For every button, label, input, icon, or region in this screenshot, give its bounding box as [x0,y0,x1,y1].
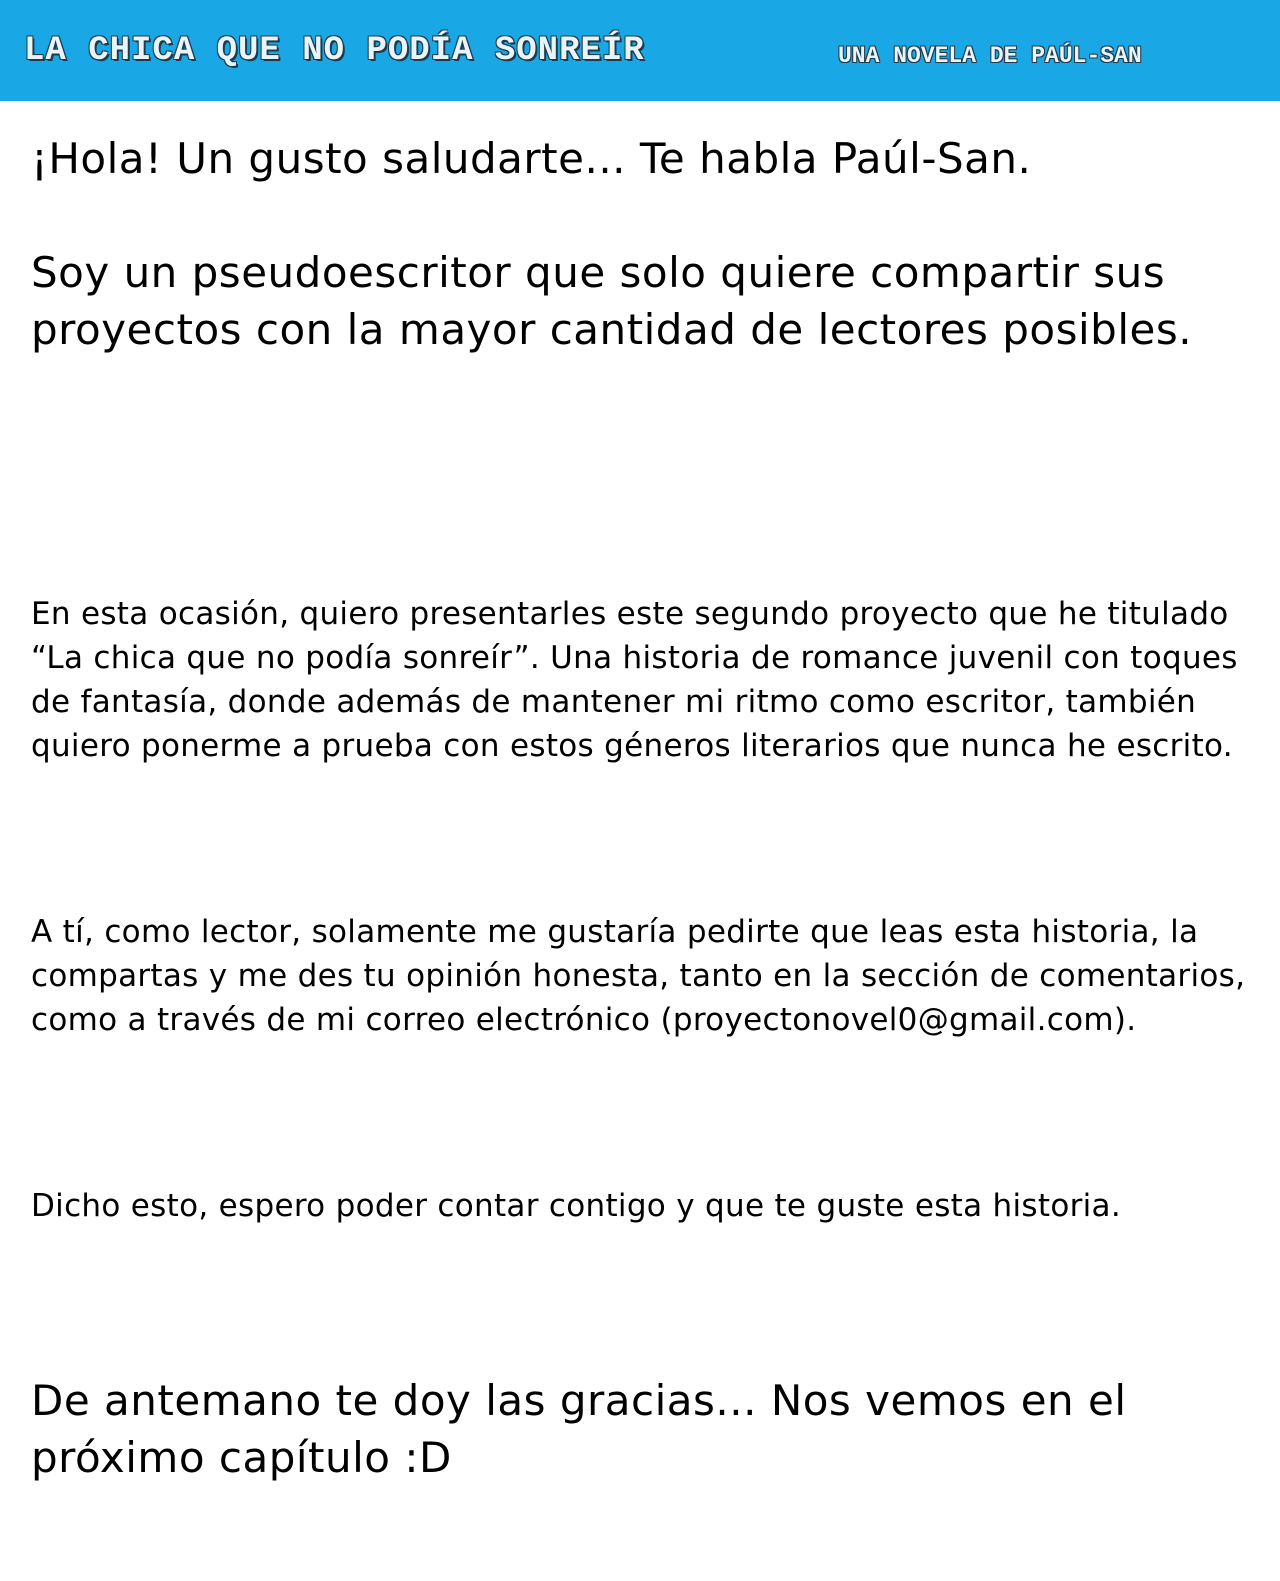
project-description-paragraph: En esta ocasión, quiero presentarles este segundo proyecto que he titulado “La chica que no podía sonreír”. Una historia de romance juvenil con toques de fantasía, donde además de mantener mi ritmo como escritor, también quiero ponerme a prueba con estos géneros literarios que nunca he escrito. [31,596,1238,764]
closing-text: De antemano te doy las gracias... Nos vemos en el próximo capítulo :D [31,1376,1127,1482]
header-banner [0,0,1280,101]
hope-paragraph: Dicho esto, espero poder contar contigo y que te guste esta historia. [31,1188,1121,1224]
novel-author-subtitle: UNA NOVELA DE PAÚL-SAN [838,43,1142,69]
intro-text: Soy un pseudoescritor que solo quiere compartir sus proyectos con la mayor cantidad de lectores posibles. [31,248,1193,354]
greeting-text: ¡Hola! Un gusto saludarte... Te habla Paúl-San. [31,134,1032,183]
reader-request-paragraph: A tí, como lector, solamente me gustaría pedirte que leas esta historia, la compartas y me des tu opinión honesta, tanto en la sección de comentarios, como a través de mi correo electrónico (proyectonovel0@gmail.com). [31,914,1246,1038]
novel-title: LA CHICA QUE NO PODÍA SONREÍR [24,32,645,70]
